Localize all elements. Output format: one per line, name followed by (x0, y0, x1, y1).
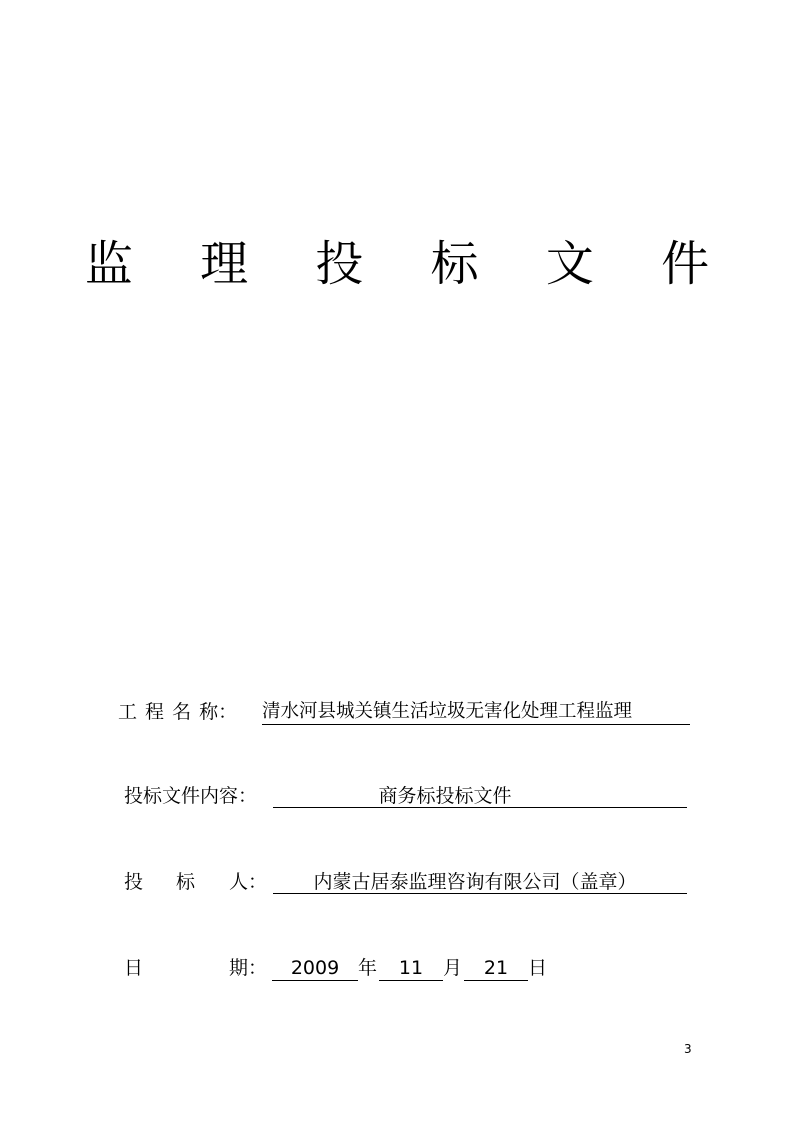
date-month-value: 11 (379, 955, 443, 981)
date-year-value: 2009 (272, 955, 358, 981)
bid-content-value: 商务标投标文件 (273, 783, 687, 808)
bidder-label-1: 投 (124, 871, 144, 893)
date-label-2: 期： (229, 957, 268, 979)
bidder-value: 内蒙古居泰监理咨询有限公司（盖章） (273, 869, 687, 894)
date-day-value: 21 (464, 955, 528, 981)
bidder-label-3: 人： (229, 871, 268, 893)
page-title: 监 理 投 标 文 件 (84, 236, 736, 292)
project-name-value: 清水河县城关镇生活垃圾无害化处理工程监理 (262, 699, 690, 725)
project-name-label: 工 程 名 称： (118, 701, 238, 723)
bidder-label-2: 标 (176, 871, 196, 893)
date-year-unit: 年 (358, 957, 378, 979)
bid-content-label: 投标文件内容： (124, 785, 258, 807)
date-day-unit: 日 (528, 957, 548, 979)
date-month-unit: 月 (443, 957, 463, 979)
page-number: 3 (684, 1042, 692, 1056)
date-label-1: 日 (124, 957, 144, 979)
